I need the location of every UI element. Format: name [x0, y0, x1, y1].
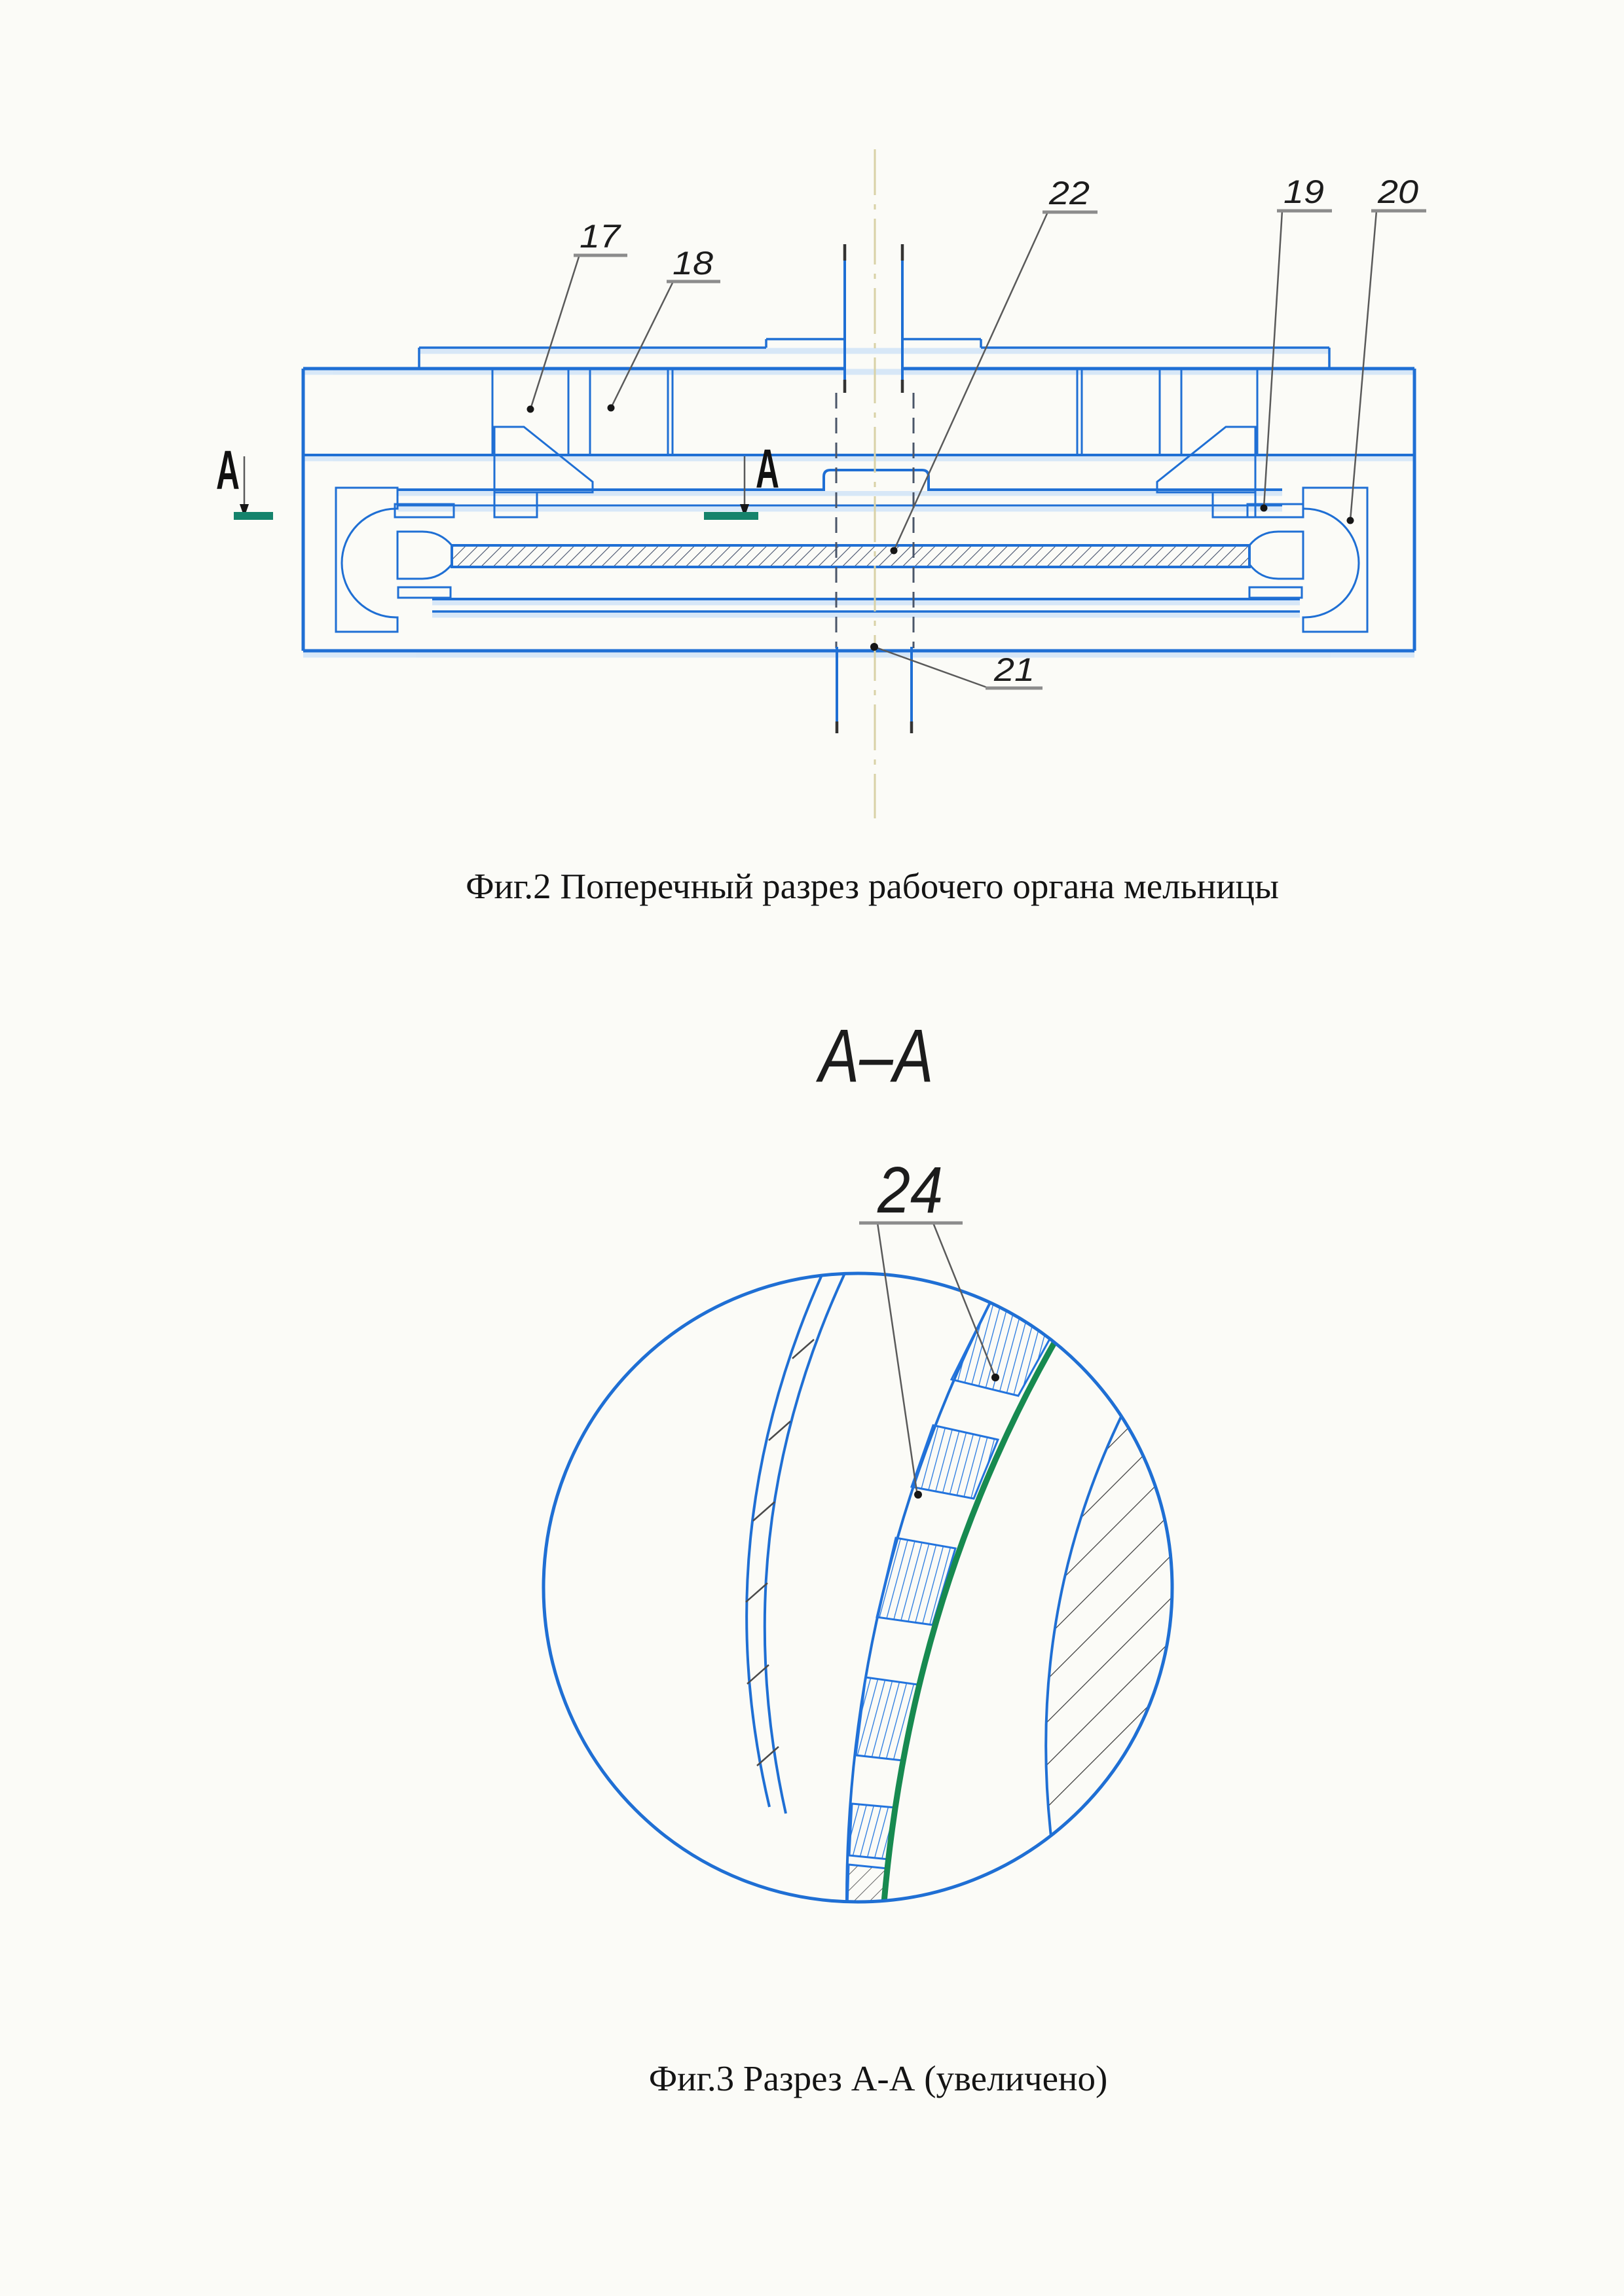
right-hub-trumpet [1249, 532, 1303, 579]
part-label-19: 19 [1283, 173, 1324, 210]
figure2-cross-section [216, 149, 1426, 906]
bottom-gray-segment [847, 1865, 887, 1912]
section-heading: А–А [815, 1014, 934, 1098]
left-hub-trumpet [397, 532, 452, 579]
left-lower-pad [398, 587, 451, 598]
crescent-hatch-ticks [746, 1339, 814, 1766]
grinding-disc [452, 545, 1249, 567]
figure3-caption: Фиг.3 Разрез А-А (увеличено) [648, 2058, 1108, 2098]
section-marker-left [216, 439, 273, 520]
part-label-24: 24 [877, 1154, 943, 1227]
part-label-17: 17 [580, 218, 622, 255]
right-bearing-block [1303, 488, 1367, 632]
left-bearing-block [336, 488, 397, 632]
detail-circle-content [746, 1265, 1244, 1918]
figure3-detail [544, 1014, 1244, 2098]
section-letter-middle: А [756, 438, 779, 500]
figure2-caption: Фиг.2 Поперечный разрез рабочего органа мельницы [466, 866, 1279, 906]
right-lower-pad [1249, 587, 1302, 598]
section-teal-bar [704, 512, 758, 520]
section-letter-left: А [216, 439, 240, 501]
grinding-segments [849, 1284, 1069, 1859]
scan-halo-lines [303, 351, 1414, 655]
part-label-21: 21 [993, 651, 1035, 688]
part-label-20: 20 [1376, 173, 1419, 210]
part-label-22: 22 [1048, 175, 1090, 211]
part-label-18: 18 [673, 245, 714, 282]
section-teal-bar [234, 512, 273, 520]
crescent-inner-arc [765, 1273, 845, 1813]
